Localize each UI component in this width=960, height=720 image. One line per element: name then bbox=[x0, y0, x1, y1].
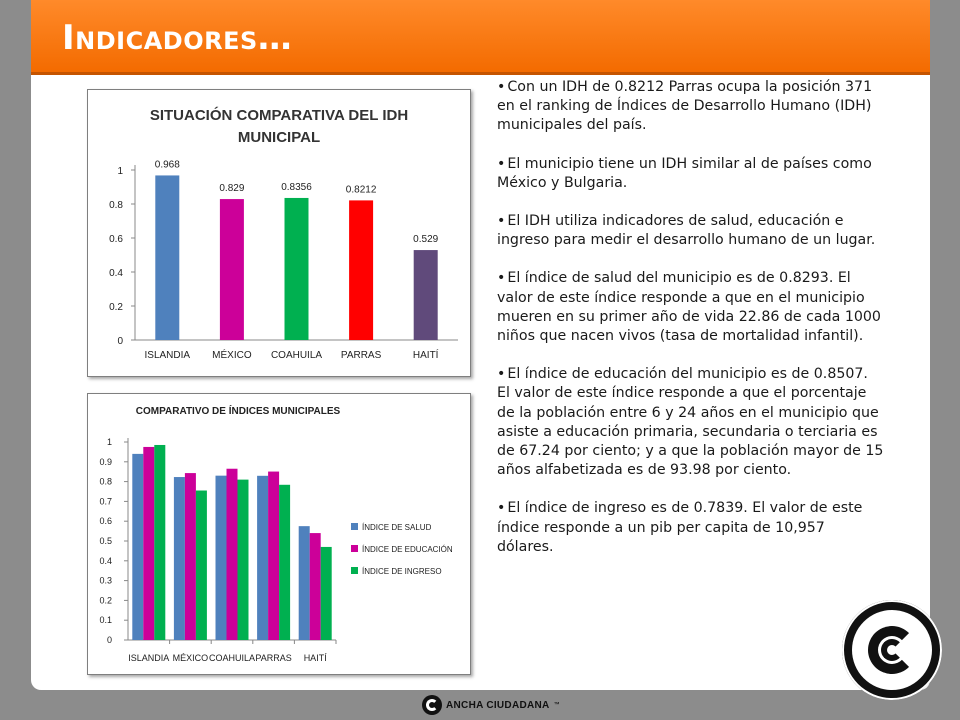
bar bbox=[299, 526, 310, 640]
logo-c-inner bbox=[881, 639, 903, 661]
bar bbox=[257, 476, 268, 640]
bar bbox=[174, 477, 185, 640]
municipal-index-chart bbox=[87, 393, 471, 675]
y-tick-label: 0.6 bbox=[109, 234, 123, 245]
y-tick-label: 0.1 bbox=[99, 615, 112, 626]
bar bbox=[414, 250, 438, 340]
bar bbox=[285, 198, 309, 340]
bar bbox=[227, 469, 238, 640]
y-tick-label: 1 bbox=[117, 166, 123, 177]
y-tick-label: 0.8 bbox=[109, 200, 123, 211]
y-tick-label: 0.5 bbox=[99, 536, 112, 546]
bullet-item: • El IDH utiliza indicadores de salud, educación e ingreso para medir el desarrollo humano de un lugar. bbox=[497, 212, 885, 250]
bullet-item: • El municipio tiene un IDH similar al de países como México y Bulgaria. bbox=[497, 155, 885, 193]
chart-title: SITUACIÓN COMPARATIVA DEL IDH bbox=[149, 107, 409, 124]
copyright-logo-icon bbox=[842, 600, 942, 700]
x-tick-label: HAITÍ bbox=[303, 653, 327, 663]
bar bbox=[154, 445, 165, 640]
footer-brand-text: ANCHA CIUDADANA bbox=[446, 699, 550, 711]
logo-ring bbox=[852, 610, 932, 690]
x-tick-label: COAHUILA bbox=[270, 350, 323, 361]
data-label: 0.529 bbox=[413, 234, 439, 246]
y-tick-label: 0.7 bbox=[99, 496, 112, 507]
bar bbox=[321, 547, 332, 640]
bar bbox=[279, 485, 290, 640]
footer-trademark: ™ bbox=[553, 702, 560, 708]
y-tick-label: 0.2 bbox=[99, 595, 112, 606]
bar bbox=[349, 200, 373, 340]
idh-comparison-chart bbox=[87, 89, 471, 377]
data-label: 0.968 bbox=[154, 159, 180, 171]
x-tick-label: HAITÍ bbox=[412, 350, 439, 361]
bar bbox=[185, 473, 196, 640]
bar bbox=[155, 175, 179, 340]
bullet-item: • El índice de ingreso es de 0.7839. El valor de este índice responde a un pib per capita de 10,957 dólares. bbox=[497, 499, 885, 557]
bar bbox=[238, 480, 249, 640]
y-tick-label: 0 bbox=[106, 635, 112, 645]
data-label: 0.8212 bbox=[345, 184, 377, 196]
index-chart-svg bbox=[88, 394, 470, 674]
y-tick-label: 0.8 bbox=[99, 476, 112, 487]
data-label: 0.829 bbox=[219, 183, 245, 195]
x-tick-label: ISLANDIA bbox=[128, 653, 170, 663]
chart-title: MUNICIPAL bbox=[237, 129, 321, 146]
y-tick-label: 1 bbox=[106, 437, 112, 447]
bullet-list bbox=[497, 78, 885, 576]
x-tick-label: PARRAS bbox=[255, 653, 292, 663]
y-tick-label: 0.4 bbox=[99, 555, 112, 566]
x-tick-label: MÉXICO bbox=[212, 350, 252, 361]
y-tick-label: 0.9 bbox=[99, 456, 112, 467]
bar bbox=[143, 447, 154, 640]
legend-label: ÍNDICE DE EDUCACIÓN bbox=[362, 545, 453, 554]
idh-chart-svg bbox=[88, 90, 470, 376]
footer-brand bbox=[422, 693, 560, 717]
brand-icon bbox=[422, 695, 442, 715]
data-label: 0.8356 bbox=[281, 181, 312, 193]
legend-label: ÍNDICE DE SALUD bbox=[362, 523, 432, 532]
x-tick-label: COAHUILA bbox=[208, 653, 256, 663]
chart-title: COMPARATIVO DE ÍNDICES MUNICIPALES bbox=[135, 406, 341, 417]
y-tick-label: 0 bbox=[117, 336, 123, 347]
x-tick-label: PARRAS bbox=[340, 350, 382, 361]
y-tick-label: 0.4 bbox=[109, 268, 123, 279]
legend-swatch bbox=[351, 567, 358, 574]
y-tick-label: 0.3 bbox=[99, 575, 112, 586]
bar bbox=[220, 199, 244, 340]
bar bbox=[132, 454, 143, 640]
slide-title: Indicadores… bbox=[62, 18, 293, 58]
legend-label: ÍNDICE DE INGRESO bbox=[362, 567, 442, 576]
bar bbox=[310, 533, 321, 640]
bar bbox=[196, 491, 207, 640]
legend-swatch bbox=[351, 545, 358, 552]
x-tick-label: MÉXICO bbox=[172, 653, 209, 663]
bar bbox=[216, 476, 227, 640]
x-tick-label: ISLANDIA bbox=[144, 350, 191, 361]
y-tick-label: 0.6 bbox=[99, 516, 112, 527]
legend-swatch bbox=[351, 523, 358, 530]
bullet-item: • El índice de salud del municipio es de 0.8293. El valor de este índice responde a que en el municipio mueren en su primer año de vida 22.86 de cada 1000 niños que nacen vivos (tasa de mortalidad infantil). bbox=[497, 269, 885, 346]
bullet-item: • Con un IDH de 0.8212 Parras ocupa la posición 371 en el ranking de Índices de Desarrollo Humano (IDH) municipales del país. bbox=[497, 78, 885, 136]
bar bbox=[268, 472, 279, 640]
bullet-item: • El índice de educación del municipio es de 0.8507. El valor de este índice responde a que el porcentaje de la población entre 6 y 24 años en el municipio que asiste a educación primaria, secundaria o terciaria es de 67.24 por ciento; y a que la población mayor de 15 años alfabetizada es de 93.98 por ciento. bbox=[497, 365, 885, 480]
y-tick-label: 0.2 bbox=[109, 302, 123, 313]
